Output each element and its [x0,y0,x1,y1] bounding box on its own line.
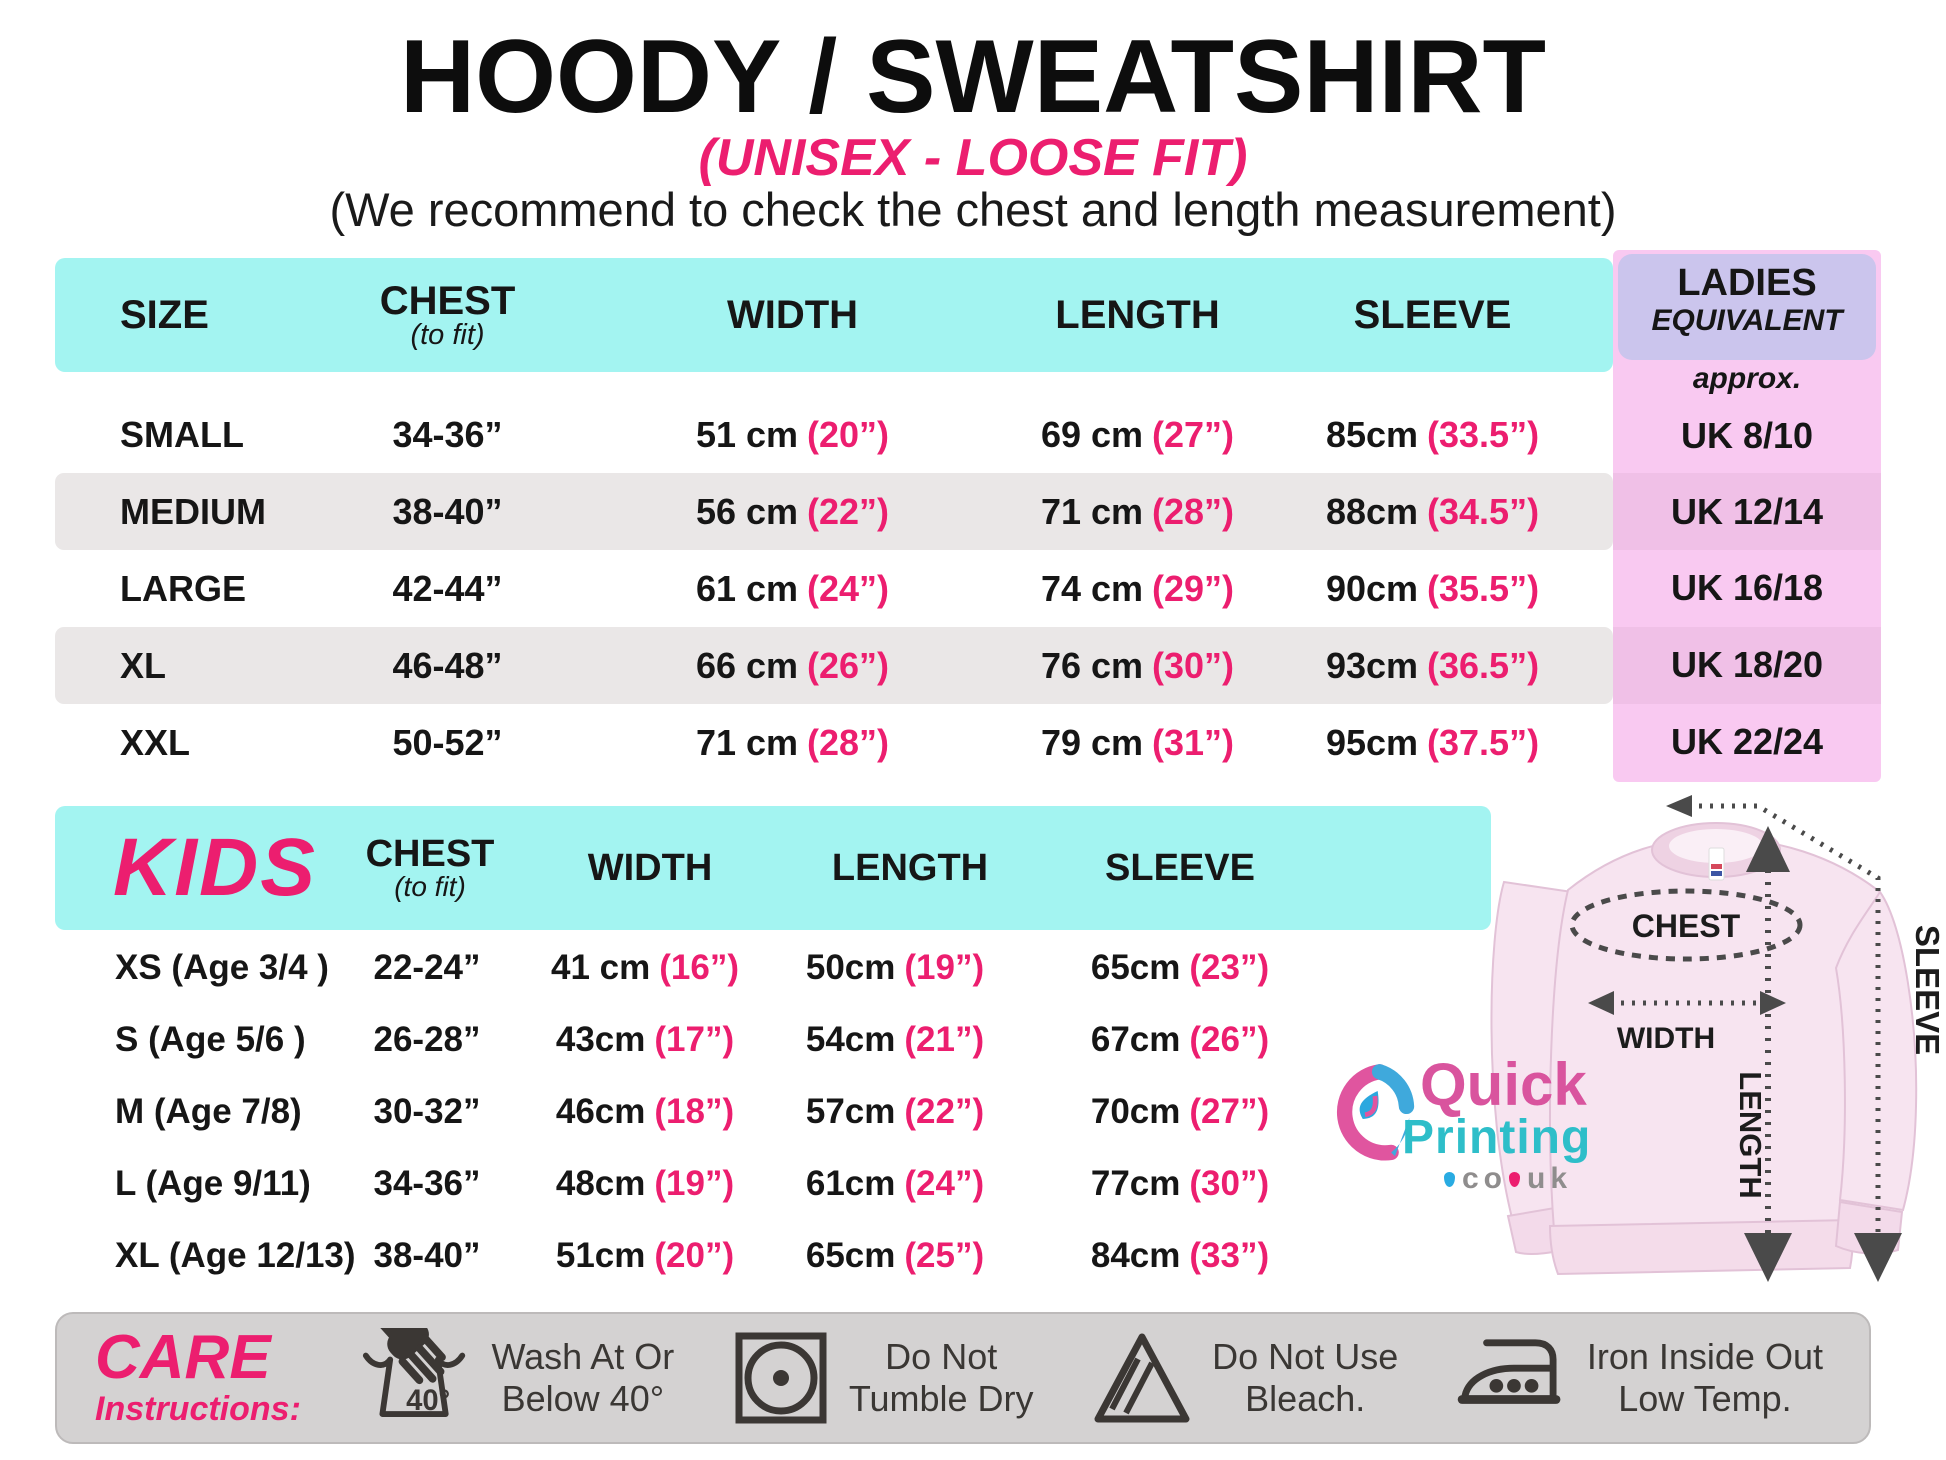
width-cell: 41 cm (16”) [551,948,739,987]
length-cell: 57cm (22”) [805,1092,985,1131]
sleeve-cell: 90cm (35.5”) [1325,567,1540,609]
column-header-width: WIDTH [726,292,859,337]
chest-tofit-note: (to fit) [394,871,466,902]
kids-title: KIDS [113,822,317,913]
kids-column-header-chest: CHEST (to fit) [365,833,495,902]
sleeve-cell: 85cm (33.5”) [1325,413,1540,455]
length-cell: 50cm (19”) [805,948,985,987]
table-row [55,396,1613,473]
size-cell: XL [120,644,167,686]
sleeve-cell: 70cm (27”) [1090,1092,1270,1131]
kids-column-header-length: LENGTH [831,846,989,889]
table-row [55,932,1491,1004]
hand-wash-40-icon [360,1328,472,1428]
width-cell: 66 cm (26”) [695,644,890,686]
column-header-chest [355,258,540,372]
ladies-value: UK 18/20 [1670,644,1824,685]
size-cell: XXL [120,721,191,763]
size-cell: SMALL [120,413,244,455]
length-cell: 65cm (25”) [805,1236,985,1275]
sleeve-cell: 88cm (34.5”) [1325,490,1540,532]
svg-text:40°: 40° [405,1385,450,1418]
width-label: WIDTH [1616,1022,1716,1055]
size-cell: MEDIUM [120,490,266,532]
collar-tag [1709,848,1724,880]
note-subtitle: (We recommend to check the chest and length measurement) [329,183,1617,236]
length-cell: 74 cm (29”) [1040,567,1235,609]
chest-cell: 34-36” [373,1164,481,1203]
ladies-header: LADIES EQUIVALENT [1618,254,1876,360]
logo-word-printing: Printing [1402,1111,1592,1164]
do-not-bleach-icon [1092,1331,1192,1425]
chest-cell: 22-24” [373,948,481,987]
care-title: CARE [95,1322,271,1392]
table-row [55,1004,1491,1076]
chest-cell: 34-36” [392,413,503,455]
do-not-tumble-dry-icon [733,1330,829,1426]
sleeve-cell: 65cm (23”) [1090,948,1270,987]
kids-table-header [55,806,1491,930]
ladies-column [1613,250,1881,782]
sleeve-cell: 95cm (37.5”) [1325,721,1540,763]
care-subtitle: Instructions: [95,1389,301,1428]
care-item-bleach [1092,1331,1398,1425]
kids-size-table [55,932,1491,1297]
table-row [55,704,1613,781]
sleeve-cell: 93cm (36.5”) [1325,644,1540,686]
width-cell: 51 cm (20”) [695,413,890,455]
adult-size-table [55,396,1613,781]
chest-tofit-note: (to fit) [410,318,485,351]
size-cell: S (Age 5/6 ) [115,1020,306,1059]
page-title: HOODY / SWEATSHIRT [400,19,1546,135]
care-item-label: Do Not Use Bleach. [1212,1335,1399,1419]
kids-column-header-sleeve: SLEEVE [1105,846,1255,889]
size-cell: M (Age 7/8) [115,1092,302,1131]
width-cell: 43cm (17”) [555,1020,735,1059]
adult-table-header [55,258,1613,372]
length-label: LENGTH [1733,1071,1768,1199]
care-item-iron [1457,1333,1823,1423]
table-row [55,1220,1491,1292]
chest-cell: 38-40” [373,1236,481,1275]
width-cell: 61 cm (24”) [695,567,890,609]
care-item-wash [360,1328,675,1428]
table-row [55,550,1613,627]
chest-cell: 30-32” [373,1092,481,1131]
drop-icon [1444,1172,1455,1187]
column-header-sleeve: SLEEVE [1353,292,1512,337]
table-row [55,473,1613,550]
width-cell: 71 cm (28”) [695,721,890,763]
logo-word-quick: Quick [1420,1051,1587,1118]
ladies-value: UK 16/18 [1670,567,1824,608]
length-cell: 76 cm (30”) [1040,644,1235,686]
chest-cell: 42-44” [392,567,503,609]
care-title-block [95,1322,301,1430]
length-cell: 61cm (24”) [805,1164,985,1203]
width-cell: 56 cm (22”) [695,490,890,532]
care-item-label: Iron Inside Out Low Temp. [1586,1335,1823,1419]
chest-cell: 26-28” [373,1020,481,1059]
logo-domain: co uk [1442,1162,1572,1196]
care-item-label: Do Not Tumble Dry [848,1335,1034,1419]
chest-cell: 38-40” [392,490,503,532]
column-header-length: LENGTH [1055,292,1220,337]
table-row [55,1148,1491,1220]
chest-cell: 50-52” [392,721,503,763]
width-cell: 51cm (20”) [555,1236,735,1275]
table-row [55,1076,1491,1148]
chest-label: CHEST [1631,908,1741,944]
size-cell: XL (Age 12/13) [115,1236,356,1275]
length-cell: 69 cm (27”) [1040,413,1235,455]
width-cell: 46cm (18”) [555,1092,735,1131]
table-row [55,627,1613,704]
ladies-value: UK 22/24 [1670,721,1824,762]
brand-logo [1322,1051,1632,1206]
sleeve-cell: 84cm (33”) [1090,1236,1270,1275]
length-cell: 71 cm (28”) [1040,490,1235,532]
sleeve-cell: 67cm (26”) [1090,1020,1270,1059]
chest-cell: 46-48” [392,644,503,686]
width-cell: 48cm (19”) [555,1164,735,1203]
care-item-tumble [733,1330,1034,1426]
ladies-approx: approx. [1692,362,1802,395]
kids-column-header-width: WIDTH [587,846,713,889]
length-cell: 54cm (21”) [805,1020,985,1059]
ladies-value: UK 12/14 [1670,491,1824,532]
column-header-size: SIZE [120,292,209,337]
size-cell: L (Age 9/11) [115,1164,311,1203]
ladies-value: UK 8/10 [1680,415,1814,456]
drop-icon [1509,1172,1520,1187]
length-cell: 79 cm (31”) [1040,721,1235,763]
chest-label: CHEST [379,278,516,323]
fit-subtitle: (UNISEX - LOOSE FIT) [698,129,1248,187]
sleeve-label: SLEEVE [1909,924,1946,1056]
care-item-label: Wash At Or Below 40° [491,1335,675,1419]
care-instructions-bar [55,1312,1871,1444]
iron-low-icon [1457,1333,1567,1423]
sleeve-cell: 77cm (30”) [1090,1164,1270,1203]
size-cell: XS (Age 3/4 ) [115,948,329,987]
size-cell: LARGE [120,567,246,609]
